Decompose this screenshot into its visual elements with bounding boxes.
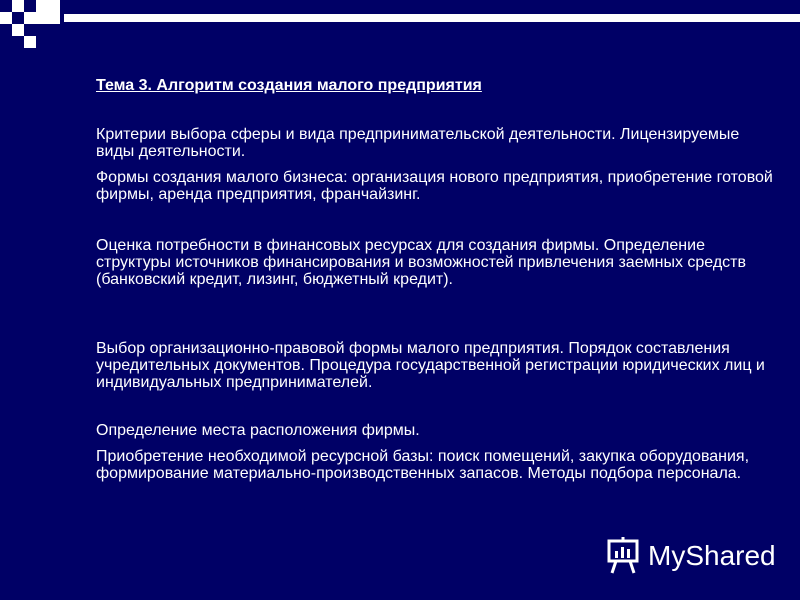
watermark-text: MyShared bbox=[648, 540, 776, 571]
deco-square bbox=[0, 12, 12, 24]
deco-square bbox=[12, 12, 24, 24]
watermark-logo bbox=[606, 536, 776, 576]
deco-square bbox=[0, 0, 12, 12]
deco-square bbox=[24, 24, 36, 36]
deco-square bbox=[36, 0, 60, 24]
presentation-board-icon bbox=[606, 537, 640, 575]
paragraph-forms: Формы создания малого бизнеса: организация нового предприятия, приобретение готовой фирмы, аренда предприятия, франчайзинг. bbox=[96, 169, 773, 203]
deco-square bbox=[36, 24, 48, 36]
deco-square bbox=[24, 0, 36, 12]
deco-square bbox=[12, 0, 24, 12]
slide-title: Тема 3. Алгоритм создания малого предприятия bbox=[96, 77, 482, 94]
deco-square bbox=[12, 36, 24, 48]
deco-square bbox=[24, 36, 36, 48]
paragraph-location: Определение места расположения фирмы. bbox=[96, 422, 420, 439]
deco-square bbox=[24, 12, 36, 24]
deco-square bbox=[0, 24, 12, 36]
paragraph-criteria: Критерии выбора сферы и вида предпринимательской деятельности. Лицензируемые виды деятельности. bbox=[96, 126, 740, 160]
deco-square bbox=[12, 24, 24, 36]
header-bar bbox=[64, 14, 800, 22]
paragraph-resources: Приобретение необходимой ресурсной базы: поиск помещений, закупка оборудования, формирование материально-производственных запасов. Методы подбора персонала. bbox=[96, 448, 750, 482]
paragraph-financing: Оценка потребности в финансовых ресурсах для создания фирмы. Определение структуры источников финансирования и возможностей привлечения заемных средств (банковский кредит, лизинг, бюджетный кредит). bbox=[96, 237, 746, 288]
paragraph-legal-form: Выбор организационно-правовой формы малого предприятия. Порядок составления учредительных документов. Процедура государственной регистрации юридических лиц и индивидуальных предпринимателей. bbox=[96, 340, 765, 391]
